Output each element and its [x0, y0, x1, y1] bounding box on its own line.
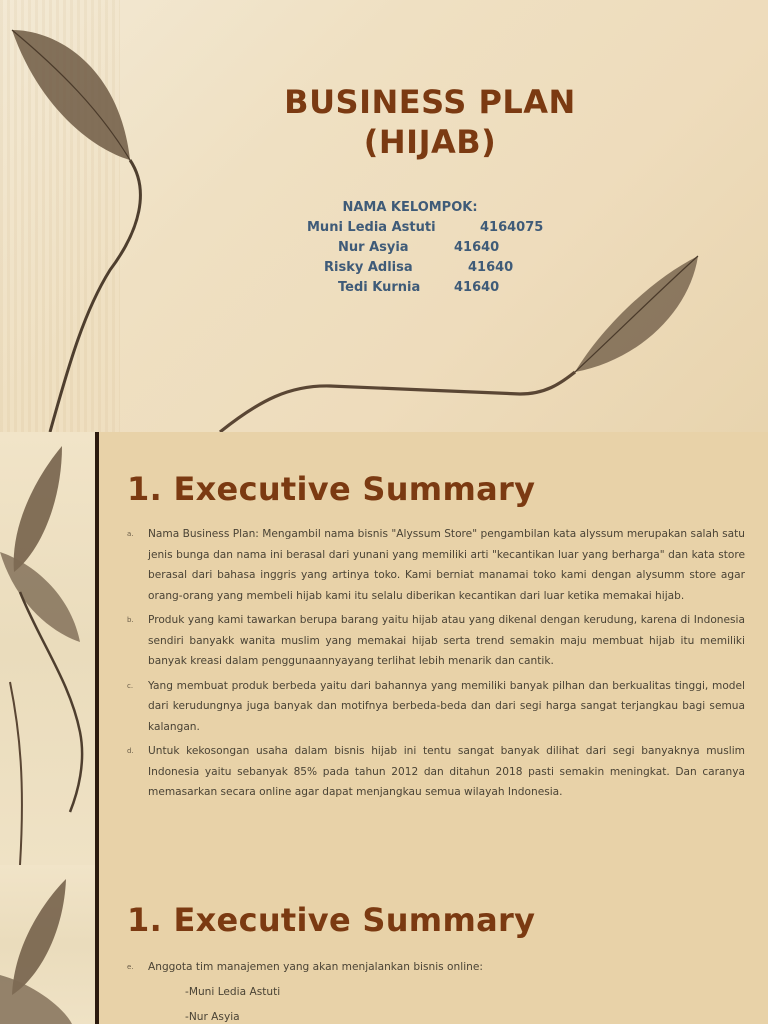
list-item-text: Produk yang kami tawarkan berupa barang yaitu hijab atau yang dikenal dengan kerudung, karena di Indonesia sendiri banyakk wanita muslim yang memakai hijab serta trend semakin maju membuat hijab itu memiliki banyak kreasi dalam penggunaannyayang terlihat lebih menarik dan cantik.	[148, 614, 745, 667]
list-marker: c.	[127, 681, 134, 690]
list-marker: b.	[127, 616, 134, 624]
member-id: 4164075	[480, 220, 544, 235]
summary-list	[127, 524, 745, 807]
section-title: 1. Executive Summary	[127, 901, 536, 939]
member-name: Nur Asyia	[338, 240, 409, 255]
members-heading: NAMA KELOMPOK:	[342, 200, 478, 215]
list-item-text: Untuk kekosongan usaha dalam bisnis hijab ini tentu sangat banyak dilihat dari segi banyaknya muslim Indonesia yaitu sebanyak 85% pada tahun 2012 dan ditahun 2018 pasti semakin meningkat. Dan caranya memasarkan secara online agar dapat menjangkau semua wilayah Indonesia.	[148, 745, 745, 798]
member-row	[250, 258, 590, 278]
list-item-text: Nama Business Plan: Mengambil nama bisnis "Alyssum Store" pengambilan kata alyssum merupakan salah satu jenis bunga dan nama ini berasal dari yunani yang memiliki arti "kecantikan luar yang berharga" dan kata store berasal dari bahasa inggris yang artinya toko. Kami berniat manamai toko kami dengan alysumm store agar orang-orang yang membeli hijab kami itu selalu diberikan kecantikan dari luar ketika memakai hijab.	[148, 528, 745, 602]
member-row	[250, 218, 590, 238]
left-decor-strip	[0, 865, 96, 1024]
list-item	[127, 676, 745, 738]
list-item-text: Anggota tim manajemen yang akan menjalankan bisnis online:	[148, 961, 483, 973]
team-member: -Nur Asyia	[185, 1011, 240, 1023]
member-name: Muni Ledia Astuti	[307, 220, 436, 235]
member-row	[250, 278, 590, 298]
member-id: 41640	[454, 240, 500, 255]
leaf-decoration	[0, 432, 96, 865]
presentation-title	[160, 82, 700, 162]
list-item-text: Yang membuat produk berbeda yaitu dari bahannya yang memiliki banyak pilhan dan berkualitas tinggi, model dari kerudungnya juga banyak dan motifnya berbeda-beda dan dari segi harga sangat terjangkau bagi semua kalangan.	[148, 679, 745, 733]
section-title: 1. Executive Summary	[127, 470, 536, 508]
list-item	[127, 957, 745, 978]
list-item	[127, 524, 745, 606]
member-id: 41640	[454, 280, 500, 295]
title-line-1: BUSINESS PLAN	[284, 83, 576, 121]
summary-list	[127, 957, 745, 982]
member-row	[250, 238, 590, 258]
list-item	[127, 610, 745, 672]
member-name: Risky Adlisa	[324, 260, 413, 275]
leaf-decoration	[0, 865, 96, 1024]
team-member-list	[127, 980, 280, 1024]
left-decor-strip	[0, 432, 96, 865]
member-name: Tedi Kurnia	[338, 280, 421, 295]
list-marker: e.	[127, 963, 134, 971]
list-marker: d.	[127, 747, 134, 755]
member-id: 41640	[468, 260, 514, 275]
title-slide	[0, 0, 768, 432]
vertical-divider	[95, 865, 99, 1024]
group-members	[250, 198, 590, 298]
team-member: -Muni Ledia Astuti	[185, 986, 281, 998]
list-marker: a.	[127, 530, 134, 538]
executive-summary-slide	[0, 432, 768, 865]
list-item	[127, 741, 745, 803]
executive-summary-slide-2	[0, 865, 768, 1024]
vertical-divider	[95, 432, 99, 865]
title-line-2: (HIJAB)	[363, 123, 497, 161]
